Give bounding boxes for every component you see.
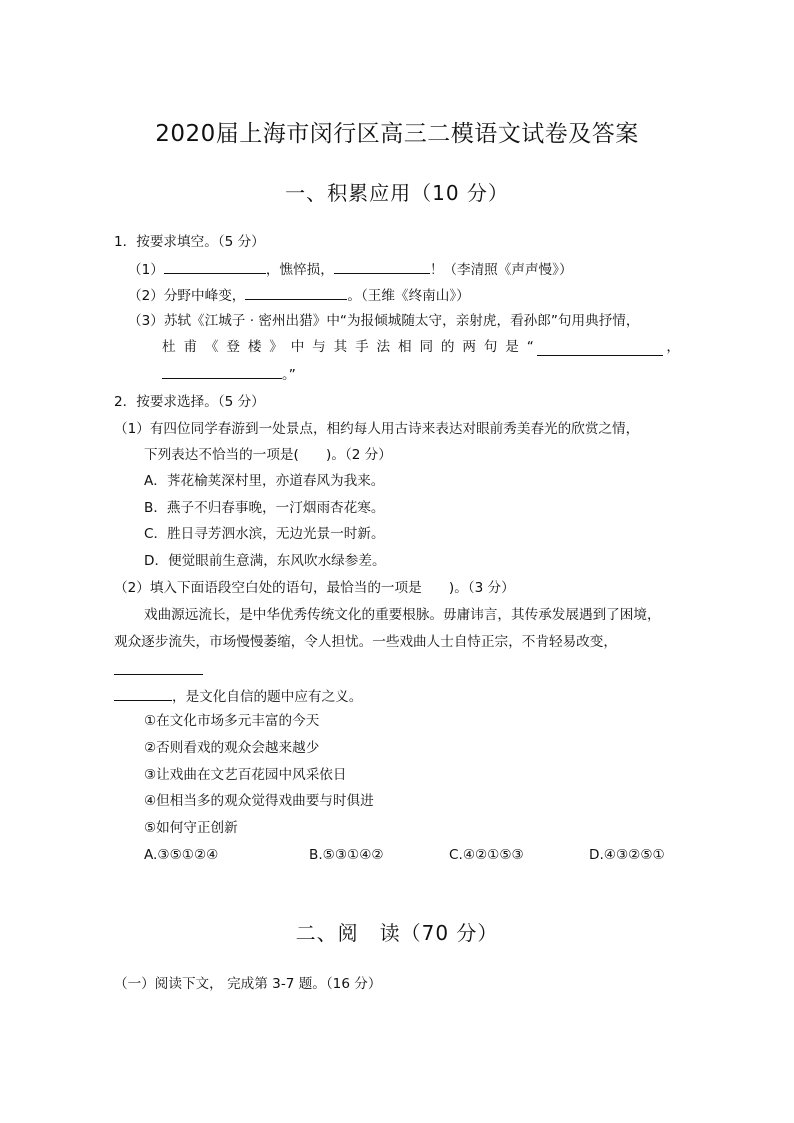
item-3-line-2-word: 句 [483, 339, 498, 355]
item-3-line-2-word: 登 [226, 339, 240, 355]
item-2-suffix: 。（王维《终南山》） [347, 288, 470, 304]
passage-line-3-text: ，是文化自信的题中应有之义。 [172, 689, 363, 705]
item-1-mid: ，憔悴损， [265, 262, 334, 278]
question-1-item-3-line-3 [162, 364, 296, 384]
passage-line-2: 观众逐步流失，市场慢慢萎缩，令人担忧。一些戏曲人士自恃正宗，不肯轻易改变， [114, 634, 617, 650]
item-3-line-2-word: 中 [290, 339, 305, 355]
answer-option-c[interactable]: C.④②①⑤③ [449, 847, 524, 863]
item-1-prefix: （1） [128, 262, 164, 278]
item-1-suffix: ！（李清照《声声慢》） [429, 262, 573, 278]
item-3-line-2-words [162, 338, 534, 356]
item-3-line-2-word: 两 [462, 339, 476, 355]
question-2-sub-1-line-2: 下列表达不恰当的一项是( )。（2 分） [144, 447, 392, 463]
item-3-line-2-word: 是 [505, 339, 519, 355]
fill-blank-5[interactable] [162, 364, 282, 379]
item-3-line-2-word: 与 [312, 339, 326, 355]
answer-option-d[interactable]: D.④③②⑤① [589, 847, 665, 863]
fill-blank-3[interactable] [245, 285, 347, 300]
sentence-4: ④但相当多的观众觉得戏曲要与时俱进 [144, 793, 374, 809]
section-heading-accumulation: 一、积累应用（10 分） [285, 181, 509, 205]
option-c[interactable]: C．胜日寻芳泗水滨，无边光景一时新。 [144, 526, 385, 542]
passage-blank-rule [114, 674, 203, 675]
fill-blank-1[interactable] [164, 259, 266, 274]
answer-option-b[interactable]: B.⑤③①④② [309, 847, 384, 863]
item-3-line-2-word: “ [526, 339, 534, 355]
item-3-line-2-word: 《 [204, 339, 219, 355]
question-2-sub-1-line-1: （1）有四位同学春游到一处景点，相约每人用古诗来表达对眼前秀美春光的欣赏之情， [114, 421, 640, 437]
question-1-item-3-line-1: （3）苏轼《江城子 · 密州出猎》中“为报倾城随太守，亲射虎，看孙郎”句用典抒情， [128, 313, 640, 329]
fill-blank-4[interactable] [537, 341, 663, 356]
passage-blank[interactable] [114, 686, 172, 701]
sentence-1: ①在文化市场多元丰富的今天 [144, 713, 320, 729]
question-1-item-3-line-2 [162, 338, 680, 356]
item-2-prefix: （2）分野中峰变， [128, 288, 246, 304]
item-3-line-2-word: 其 [333, 339, 348, 355]
reading-sub-stem: （一）阅读下文， 完成第 3-7 题。（16 分） [114, 976, 382, 992]
item-3-line-2-word: 楼 [247, 339, 262, 355]
sentence-5: ⑤如何守正创新 [144, 820, 238, 836]
question-1-item-1 [128, 259, 573, 279]
item-3-line-2-word: 同 [419, 339, 434, 355]
item-3-line-2-word: 甫 [183, 339, 198, 355]
item-3-line-2-word: 手 [355, 339, 369, 355]
fill-blank-2[interactable] [334, 259, 430, 274]
question-2-sub-2-stem: （2）填入下面语段空白处的语句，最恰当的一项是 )。（3 分） [114, 580, 515, 596]
item-3-line-2-word: 的 [440, 339, 455, 355]
document-title: 2020届上海市闵行区高三二模语文试卷及答案 [155, 121, 639, 147]
sentence-2: ②否则看戏的观众会越来越少 [144, 740, 320, 756]
item-3-line-2-word: 杜 [162, 339, 176, 355]
item-3-line-3-suffix: 。” [282, 367, 296, 383]
item-3-line-2-word: 》 [269, 339, 283, 355]
sentence-3: ③让戏曲在文艺百花园中风采依日 [144, 767, 347, 783]
question-1-stem: 1．按要求填空。（5 分） [114, 234, 265, 250]
option-d[interactable]: D．便觉眼前生意满，东风吹水绿参差。 [144, 553, 386, 569]
item-3-line-2-word: 相 [397, 339, 412, 355]
answer-option-a[interactable]: A.③⑤①②④ [144, 847, 219, 863]
passage-line-3 [114, 686, 362, 706]
item-3-line-2-end: ， [666, 339, 680, 355]
question-1-item-2 [128, 285, 470, 305]
question-2-stem: 2．按要求选择。（5 分） [114, 394, 265, 410]
option-a[interactable]: A．荠花榆荚深村里，亦道春风为我来。 [144, 473, 385, 489]
section-heading-reading: 二、阅 读（70 分） [295, 921, 499, 945]
passage-line-1: 戏曲源远流长，是中华优秀传统文化的重要根脉。毋庸讳言，其传承发展遇到了困境， [144, 607, 661, 623]
option-b[interactable]: B．燕子不归春事晚，一汀烟雨杏花寒。 [144, 500, 385, 516]
item-3-line-2-word: 法 [376, 339, 391, 355]
